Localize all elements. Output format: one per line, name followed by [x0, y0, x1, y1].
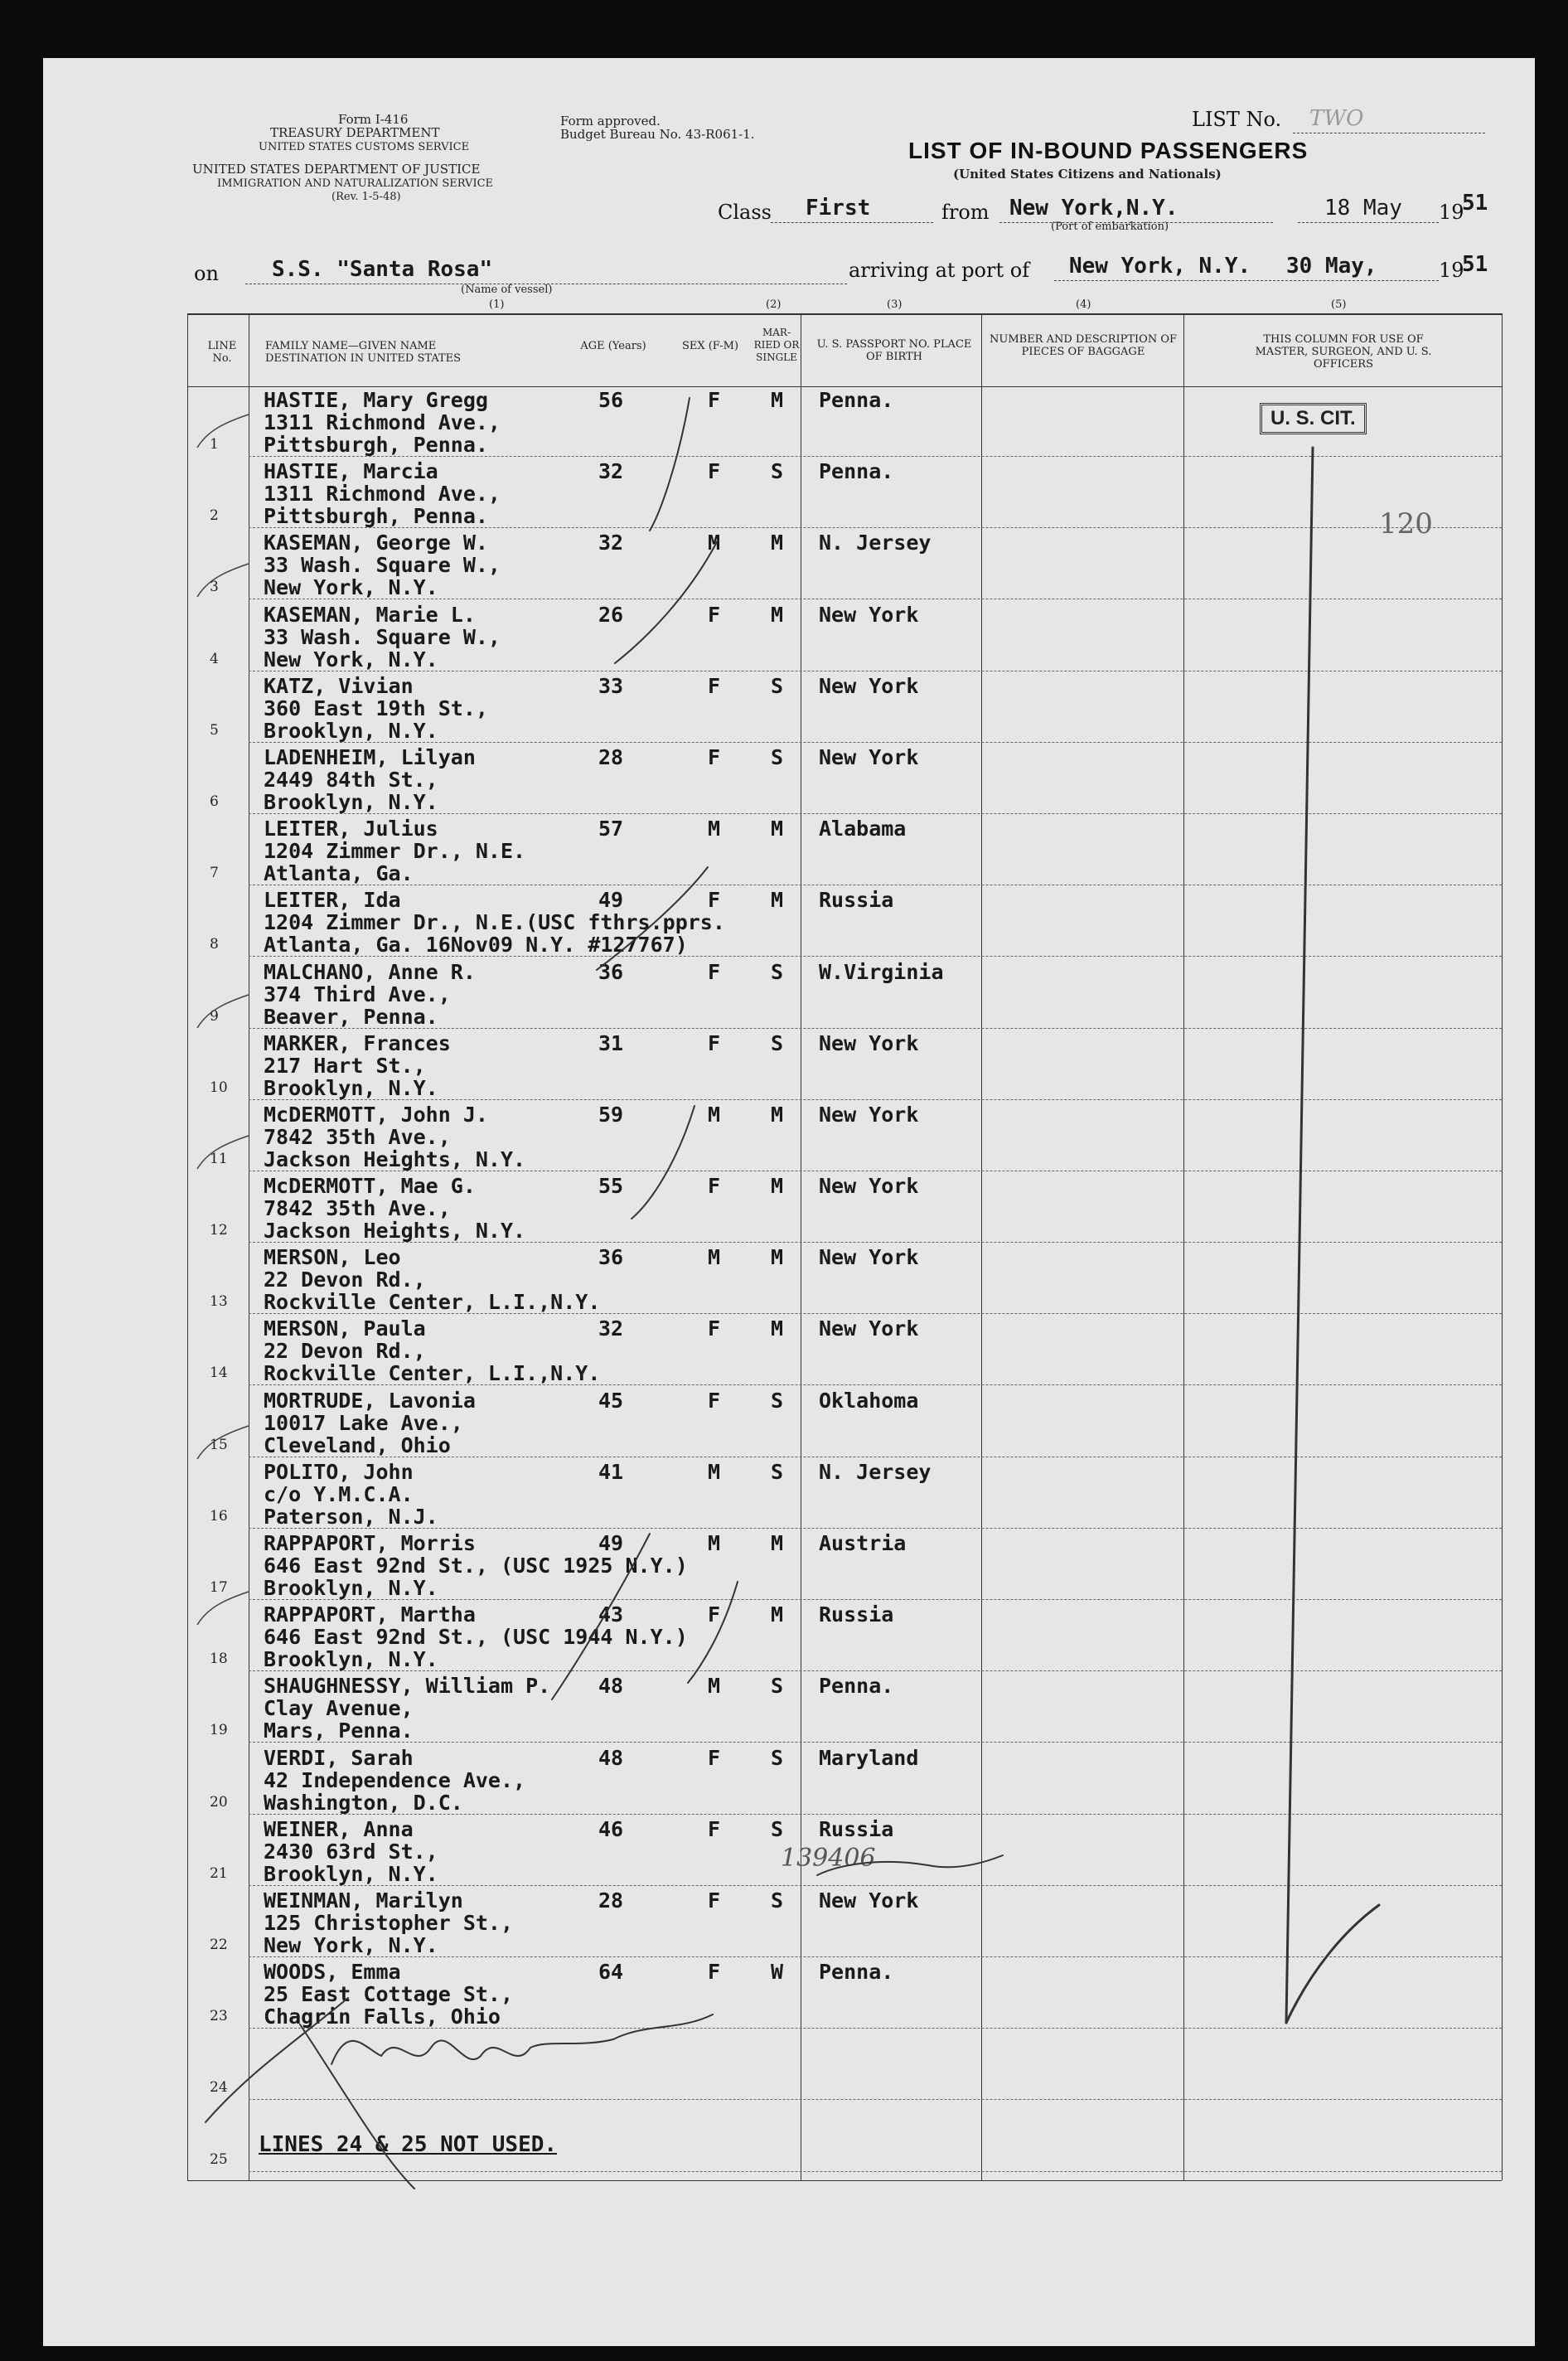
header-married: MAR-RIED OR SINGLE [753, 327, 800, 363]
passenger-birth: New York [819, 602, 919, 627]
passenger-birth: New York [819, 673, 919, 698]
vessel-name: S.S. "Santa Rosa" [272, 257, 493, 282]
passenger-name: MALCHANO, Anne R. [264, 959, 476, 984]
line-number: 11 [210, 1150, 228, 1167]
line-number: 9 [210, 1007, 219, 1025]
passenger-sex: F [708, 888, 721, 913]
embarkation-port: New York,N.Y. [1009, 196, 1178, 221]
passenger-addr2: Atlanta, Ga. [264, 861, 414, 886]
passenger-name: KASEMAN, George W. [264, 531, 488, 555]
form-number: Form I-416 [338, 112, 409, 127]
passenger-sex: F [708, 1388, 721, 1413]
passenger-birth: W.Virginia [819, 959, 944, 984]
passenger-sex: F [708, 459, 721, 484]
passenger-sex: F [708, 602, 721, 627]
passenger-ms: M [771, 1245, 784, 1270]
arrival-port: New York, N.Y. [1069, 254, 1251, 279]
line-number: 18 [210, 1651, 228, 1668]
passenger-ms: M [771, 1602, 784, 1627]
treasury-department: TREASURY DEPARTMENT [270, 125, 440, 140]
passenger-ms: S [771, 1459, 784, 1484]
passenger-addr2: Atlanta, Ga. 16Nov09 N.Y. #127767) [264, 933, 688, 957]
line-number: 15 [210, 1436, 228, 1453]
passenger-age: 33 [598, 673, 624, 698]
passenger-age: 32 [598, 1316, 624, 1341]
passenger-addr1: 2430 63rd St., [264, 1839, 438, 1864]
passenger-ms: M [771, 1174, 784, 1199]
col-3-number: (3) [887, 298, 903, 311]
passenger-age: 41 [598, 1459, 624, 1484]
passenger-addr2: Paterson, N.J. [264, 1504, 438, 1529]
passenger-birth: Russia [819, 1602, 894, 1627]
passenger-name: LEITER, Julius [264, 817, 438, 841]
passenger-addr2: New York, N.Y. [264, 1932, 438, 1957]
passenger-addr2: Brooklyn, N.Y. [264, 1647, 438, 1672]
passenger-ms: S [771, 1745, 784, 1770]
revision-date: (Rev. 1-5-48) [332, 191, 401, 203]
immigration-service: IMMIGRATION AND NATURALIZATION SERVICE [217, 177, 494, 190]
passenger-age: 28 [598, 1888, 624, 1913]
passenger-name: VERDI, Sarah [264, 1745, 414, 1770]
passenger-sex: F [708, 1745, 721, 1770]
passenger-addr2: Rockville Center, L.I.,N.Y. [264, 1361, 601, 1386]
col-5-number: (5) [1331, 298, 1347, 311]
passenger-addr1: 7842 35th Ave., [264, 1196, 451, 1221]
line-number: 25 [210, 2150, 228, 2168]
passenger-addr2: Jackson Heights, N.Y. [264, 1147, 526, 1171]
passenger-name: MARKER, Frances [264, 1030, 451, 1055]
class-label: Class [718, 201, 772, 224]
passenger-age: 57 [598, 817, 624, 841]
vessel-note: (Name of vessel) [461, 284, 553, 296]
passenger-sex: F [708, 744, 721, 769]
passenger-age: 55 [598, 1174, 624, 1199]
page-title: LIST OF IN-BOUND PASSENGERS [908, 138, 1309, 163]
passenger-addr2: Pittsburgh, Penna. [264, 504, 488, 529]
passenger-addr1: c/o Y.M.C.A. [264, 1481, 414, 1506]
passenger-ms: S [771, 1388, 784, 1413]
passenger-age: 45 [598, 1388, 624, 1413]
passenger-ms: M [771, 1102, 784, 1127]
budget-bureau: Budget Bureau No. 43-R061-1. [560, 127, 755, 142]
passenger-sex: M [708, 531, 721, 555]
passenger-age: 26 [598, 602, 624, 627]
passenger-addr1: 10017 Lake Ave., [264, 1410, 463, 1435]
passenger-name: RAPPAPORT, Martha [264, 1602, 476, 1627]
passenger-age: 64 [598, 1960, 624, 1985]
line-number: 22 [210, 1936, 228, 1953]
passenger-age: 43 [598, 1602, 624, 1627]
arriving-label: arriving at port of [849, 259, 1030, 282]
line-number: 6 [210, 793, 219, 810]
passenger-age: 59 [598, 1102, 624, 1127]
passenger-addr1: 1204 Zimmer Dr., N.E. [264, 839, 526, 864]
passenger-birth: N. Jersey [819, 531, 932, 555]
header-line-no: LINE No. [207, 340, 237, 365]
passenger-name: WEINER, Anna [264, 1816, 414, 1841]
departure-year: 51 [1462, 191, 1488, 216]
passenger-name: LEITER, Ida [264, 888, 401, 913]
passenger-addr1: 25 East Cottage St., [264, 1982, 514, 2007]
passenger-age: 36 [598, 959, 624, 984]
passenger-addr2: Beaver, Penna. [264, 1004, 438, 1029]
passenger-birth: New York [819, 1245, 919, 1270]
passenger-addr1: 1311 Richmond Ave., [264, 482, 501, 507]
passenger-birth: N. Jersey [819, 1459, 932, 1484]
col-4-number: (4) [1076, 298, 1091, 311]
passenger-name: WOODS, Emma [264, 1960, 401, 1985]
passenger-sex: M [708, 817, 721, 841]
passenger-addr1: 360 East 19th St., [264, 696, 488, 720]
passenger-age: 48 [598, 1745, 624, 1770]
line-number: 5 [210, 721, 219, 739]
passenger-addr2: Brooklyn, N.Y. [264, 1861, 438, 1886]
passenger-sex: F [708, 959, 721, 984]
passenger-birth: Penna. [819, 459, 894, 484]
line-number: 23 [210, 2008, 228, 2025]
line-number: 24 [210, 2079, 228, 2097]
passenger-addr1: 1204 Zimmer Dr., N.E.(USC fthrs.pprs. [264, 910, 725, 935]
col-2-number: (2) [766, 298, 782, 311]
passenger-addr1: 217 Hart St., [264, 1053, 426, 1078]
passenger-name: MERSON, Paula [264, 1316, 426, 1341]
passenger-age: 32 [598, 531, 624, 555]
passenger-addr1: 125 Christopher St., [264, 1910, 514, 1935]
passenger-addr2: Brooklyn, N.Y. [264, 1075, 438, 1100]
passenger-birth: New York [819, 1316, 919, 1341]
passenger-birth: Penna. [819, 1960, 894, 1985]
line-number: 1 [210, 436, 219, 453]
line-number: 21 [210, 1864, 228, 1882]
passenger-addr2: Rockville Center, L.I.,N.Y. [264, 1290, 601, 1315]
list-no-label: LIST No. [1192, 108, 1282, 131]
line-number: 13 [210, 1293, 228, 1311]
customs-service: UNITED STATES CUSTOMS SERVICE [259, 141, 470, 153]
passenger-sex: F [708, 1602, 721, 1627]
passenger-name: HASTIE, Mary Gregg [264, 388, 488, 412]
passenger-ms: M [771, 1531, 784, 1555]
passenger-ms: S [771, 1674, 784, 1699]
line-number: 16 [210, 1507, 228, 1525]
departure-date: 18 May [1324, 196, 1402, 221]
class-value: First [806, 196, 871, 221]
passenger-ms: M [771, 888, 784, 913]
passenger-birth: Maryland [819, 1745, 919, 1770]
arrival-year-prefix: 19 [1439, 259, 1464, 282]
passenger-ms: S [771, 459, 784, 484]
list-no-value: TWO [1309, 106, 1364, 131]
us-citizen-stamp: U. S. CIT. [1260, 403, 1367, 434]
passenger-ms: S [771, 959, 784, 984]
passenger-addr1: 646 East 92nd St., (USC 1944 N.Y.) [264, 1625, 688, 1650]
line-number: 12 [210, 1222, 228, 1239]
passenger-ms: M [771, 531, 784, 555]
passenger-addr2: Mars, Penna. [264, 1719, 414, 1743]
departure-year-prefix: 19 [1439, 201, 1464, 224]
passenger-addr1: 33 Wash. Square W., [264, 624, 501, 649]
passenger-name: WEINMAN, Marilyn [264, 1888, 463, 1913]
passenger-age: 48 [598, 1674, 624, 1699]
passenger-addr1: 646 East 92nd St., (USC 1925 N.Y.) [264, 1554, 688, 1578]
passenger-ms: M [771, 602, 784, 627]
passenger-ms: S [771, 744, 784, 769]
passenger-ms: M [771, 817, 784, 841]
passenger-birth: Penna. [819, 388, 894, 412]
passenger-addr2: Brooklyn, N.Y. [264, 718, 438, 743]
passenger-name: KATZ, Vivian [264, 673, 414, 698]
passenger-sex: M [708, 1102, 721, 1127]
passenger-sex: M [708, 1531, 721, 1555]
line-number: 17 [210, 1579, 228, 1596]
handwritten-note: 139406 [781, 1844, 876, 1873]
arrival-year: 51 [1462, 252, 1488, 277]
passenger-addr1: 2449 84th St., [264, 767, 438, 792]
passenger-sex: F [708, 673, 721, 698]
passenger-name: POLITO, John [264, 1459, 414, 1484]
header-sex: SEX (F-M) [681, 340, 739, 352]
passenger-sex: F [708, 1888, 721, 1913]
passenger-ms: S [771, 673, 784, 698]
passenger-birth: New York [819, 1030, 919, 1055]
passenger-name: McDERMOTT, John J. [264, 1102, 488, 1127]
passenger-age: 56 [598, 388, 624, 412]
passenger-ms: W [771, 1960, 784, 1985]
arrival-date: 30 May, [1286, 254, 1377, 279]
from-label: from [941, 201, 990, 224]
passenger-age: 28 [598, 744, 624, 769]
line-number: 20 [210, 1793, 228, 1811]
line-number: 3 [210, 579, 219, 596]
passenger-addr1: 33 Wash. Square W., [264, 553, 501, 578]
passenger-addr1: 7842 35th Ave., [264, 1124, 451, 1149]
passenger-addr2: Brooklyn, N.Y. [264, 1576, 438, 1600]
passenger-sex: F [708, 1816, 721, 1841]
passenger-name: MERSON, Leo [264, 1245, 401, 1270]
passenger-birth: New York [819, 1102, 919, 1127]
passenger-birth: Penna. [819, 1674, 894, 1699]
embarkation-note: (Port of embarkation) [1051, 221, 1169, 233]
passenger-ms: S [771, 1030, 784, 1055]
line-number: 4 [210, 650, 219, 667]
passenger-birth: Russia [819, 888, 894, 913]
passenger-age: 49 [598, 888, 624, 913]
passenger-addr2: Pittsburgh, Penna. [264, 433, 488, 457]
line-number: 7 [210, 865, 219, 882]
passenger-name: LADENHEIM, Lilyan [264, 744, 476, 769]
on-label: on [194, 262, 219, 285]
header-officers: THIS COLUMN FOR USE OF MASTER, SURGEON, AND U. S. OFFICERS [1255, 333, 1432, 371]
passenger-age: 31 [598, 1030, 624, 1055]
passenger-ms: M [771, 1316, 784, 1341]
passenger-addr2: Brooklyn, N.Y. [264, 789, 438, 814]
passenger-age: 46 [598, 1816, 624, 1841]
passenger-sex: F [708, 1030, 721, 1055]
header-name: FAMILY NAME—GIVEN NAME DESTINATION IN UNITED STATES [265, 340, 462, 365]
passenger-sex: F [708, 1174, 721, 1199]
passenger-sex: F [708, 388, 721, 412]
passenger-name: SHAUGHNESSY, William P. [264, 1674, 551, 1699]
passenger-addr1: 42 Independence Ave., [264, 1767, 526, 1792]
passenger-name: MORTRUDE, Lavonia [264, 1388, 476, 1413]
passenger-addr1: 22 Devon Rd., [264, 1339, 426, 1364]
line-number: 8 [210, 936, 219, 953]
passenger-name: KASEMAN, Marie L. [264, 602, 476, 627]
passenger-addr2: New York, N.Y. [264, 647, 438, 671]
passenger-name: RAPPAPORT, Morris [264, 1531, 476, 1555]
passenger-birth: New York [819, 1888, 919, 1913]
page-subtitle: (United States Citizens and Nationals) [953, 167, 1222, 182]
passenger-birth: Oklahoma [819, 1388, 919, 1413]
passenger-addr1: 1311 Richmond Ave., [264, 410, 501, 434]
passenger-ms: S [771, 1816, 784, 1841]
passenger-addr2: Jackson Heights, N.Y. [264, 1219, 526, 1244]
line-number: 19 [210, 1722, 228, 1739]
passenger-age: 49 [598, 1531, 624, 1555]
passenger-birth: Alabama [819, 817, 907, 841]
passenger-birth: New York [819, 744, 919, 769]
passenger-ms: S [771, 1888, 784, 1913]
passenger-addr2: New York, N.Y. [264, 575, 438, 600]
passenger-name: HASTIE, Marcia [264, 459, 438, 484]
line-number: 10 [210, 1079, 228, 1096]
passenger-ms: M [771, 388, 784, 412]
passenger-birth: Russia [819, 1816, 894, 1841]
passenger-addr1: Clay Avenue, [264, 1696, 414, 1721]
passenger-sex: F [708, 1316, 721, 1341]
passenger-sex: M [708, 1245, 721, 1270]
form-approved: Form approved. [560, 114, 661, 128]
passenger-sex: M [708, 1459, 721, 1484]
passenger-age: 32 [598, 459, 624, 484]
line-number: 14 [210, 1365, 228, 1382]
passenger-sex: F [708, 1960, 721, 1985]
handwritten-number: 120 [1379, 507, 1433, 541]
passenger-addr2: Cleveland, Ohio [264, 1433, 451, 1457]
passenger-sex: M [708, 1674, 721, 1699]
passenger-age: 36 [598, 1245, 624, 1270]
line-number: 2 [210, 507, 219, 525]
justice-department: UNITED STATES DEPARTMENT OF JUSTICE [192, 162, 481, 177]
passenger-addr1: 22 Devon Rd., [264, 1268, 426, 1292]
header-baggage: NUMBER AND DESCRIPTION OF PIECES OF BAGGAGE [990, 333, 1178, 358]
passenger-addr2: Washington, D.C. [264, 1790, 463, 1815]
passenger-addr1: 374 Third Ave., [264, 982, 451, 1006]
passenger-birth: Austria [819, 1531, 907, 1555]
header-passport: U. S. PASSPORT NO. PLACE OF BIRTH [816, 338, 972, 363]
passenger-addr2: Chagrin Falls, Ohio [264, 2005, 501, 2029]
vessel-col-number: (1) [489, 298, 505, 311]
passenger-birth: New York [819, 1174, 919, 1199]
passenger-name: McDERMOTT, Mae G. [264, 1174, 476, 1199]
lines-not-used: LINES 24 & 25 NOT USED. [259, 2132, 558, 2157]
header-age: AGE (Years) [580, 340, 646, 352]
